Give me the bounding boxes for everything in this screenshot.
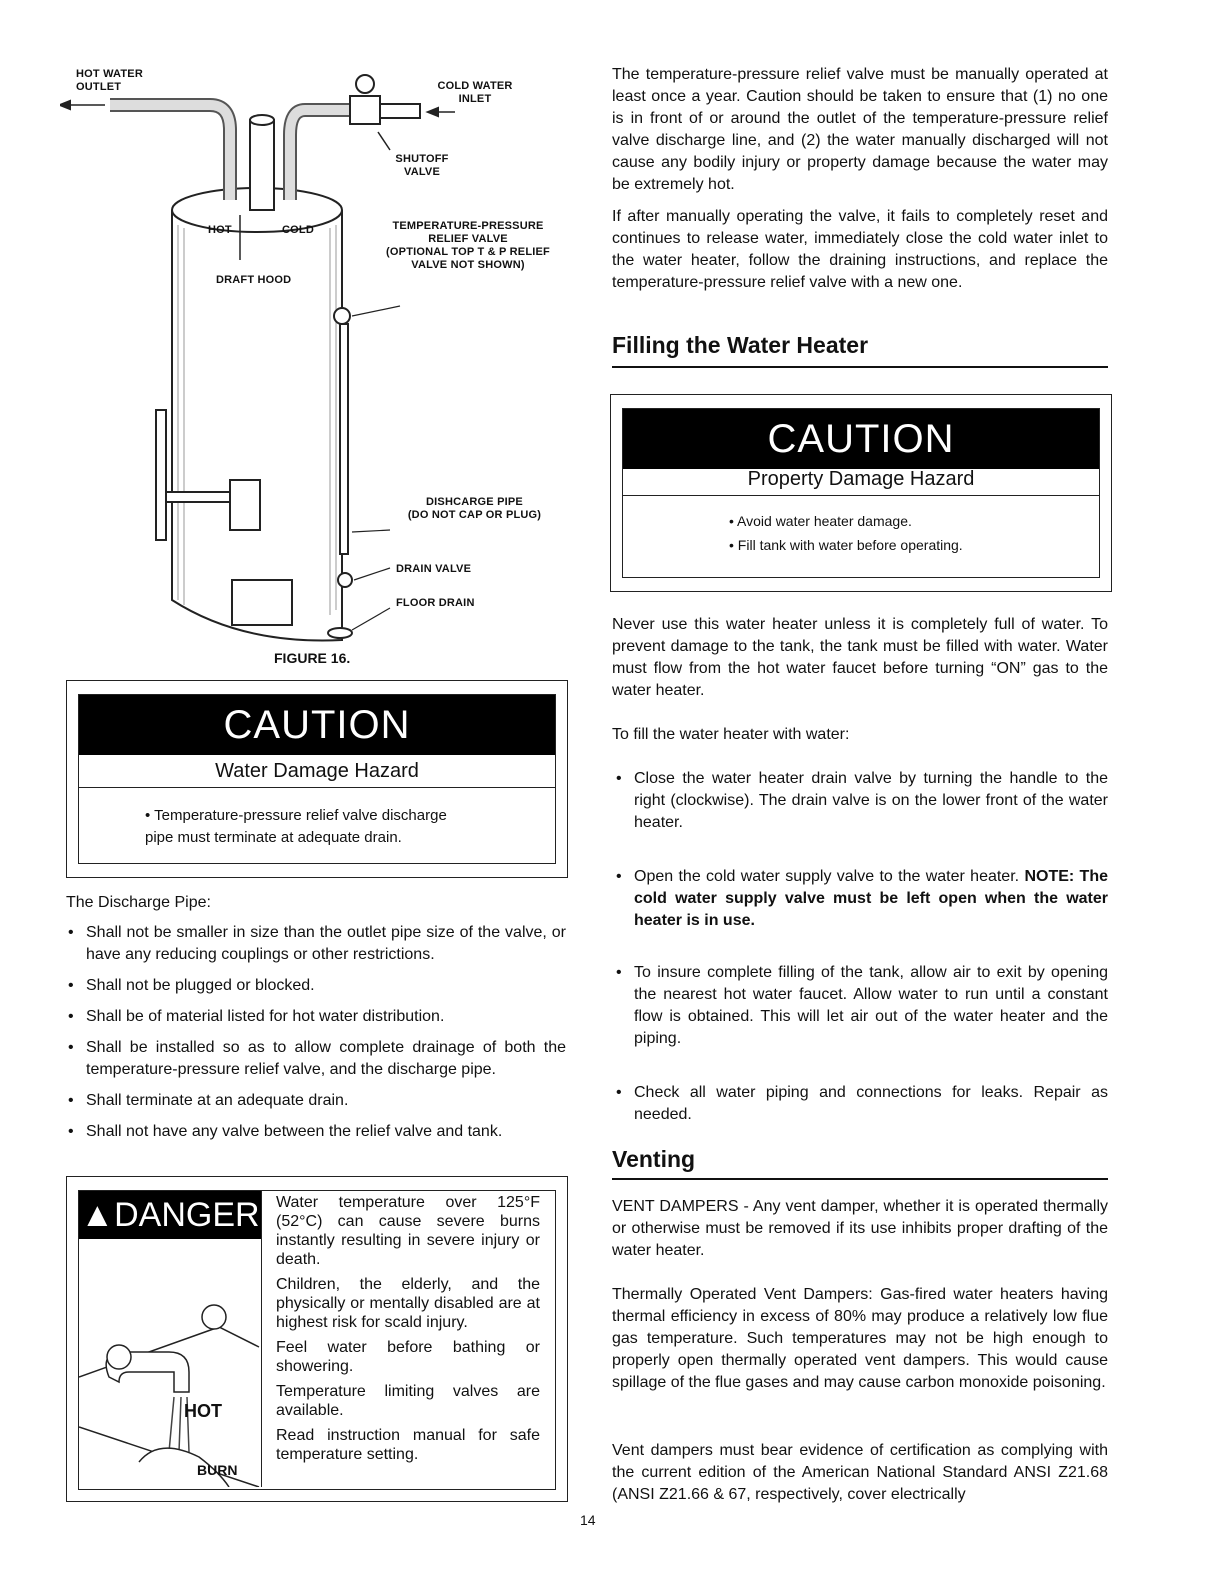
- never-use-paragraph: Never use this water heater unless it is completely full of water. To prevent damage to the tank, the tank must be filled with water. Water must flow from the hot water faucet before turning “ON” gas to the water heater.: [612, 616, 1108, 699]
- list-item: • Shall be installed so as to allow complete drainage of both the temperature-pressure relief valve, and the discharge pipe.: [64, 1037, 566, 1081]
- vent-dampers-paragraph: VENT DAMPERS - Any vent damper, whether it is operated thermally or otherwise must be removed if its use inhibits proper drafting of the water heater.: [612, 1198, 1108, 1259]
- label-tp-relief-valve: TEMPERATURE-PRESSURE RELIEF VALVE (OPTIONAL TOP T & P RELIEF VALVE NOT SHOWN): [386, 220, 550, 271]
- fill-steps-list-2: [612, 962, 1108, 1126]
- danger-paragraph: Temperature limiting valves are available.: [276, 1383, 540, 1419]
- label-cold: COLD: [282, 224, 314, 236]
- list-item: • To insure complete filling of the tank, allow air to exit by opening the nearest hot water faucet. Allow water to run until a constant flow is obtained. This will let air out of the water heater and the piping.: [612, 962, 1108, 1050]
- caution-box-water-damage: [66, 680, 568, 878]
- label-hot-water-outlet: HOT WATER OUTLET: [76, 68, 143, 93]
- caution-subtitle: Water Damage Hazard: [215, 760, 419, 782]
- caution-list: [729, 509, 963, 557]
- discharge-requirements-list: [64, 922, 566, 1143]
- label-draft-hood: DRAFT HOOD: [216, 274, 292, 286]
- label-hot: HOT: [208, 224, 232, 236]
- list-item: • Shall not be plugged or blocked.: [64, 975, 566, 997]
- caution-box-property-damage: [610, 394, 1112, 592]
- list-item: • Shall not have any valve between the relief valve and tank.: [64, 1121, 566, 1143]
- list-item: • Fill tank with water before operating.: [729, 533, 963, 557]
- caution-heading: CAUTION: [79, 695, 555, 755]
- caution-text: • Temperature-pressure relief valve discharge pipe must terminate at adequate drain.: [145, 807, 447, 846]
- warning-triangle-icon: ▲: [80, 1196, 115, 1234]
- burn-label: BURN: [197, 1462, 238, 1478]
- water-heater-diagram: [60, 60, 580, 660]
- list-item: • Shall not be smaller in size than the outlet pipe size of the valve, or have any reducing couplings or other restrictions.: [64, 922, 566, 966]
- label-cold-water-inlet: COLD WATER INLET: [437, 80, 513, 105]
- danger-paragraph: Read instruction manual for safe temperature setting.: [276, 1427, 540, 1463]
- danger-paragraph: Feel water before bathing or showering.: [276, 1339, 540, 1375]
- hot-label: HOT: [184, 1401, 222, 1421]
- page-number: 14: [580, 1512, 596, 1528]
- danger-heading-bar: [79, 1191, 261, 1239]
- faucet-burn-icon: [79, 1257, 261, 1487]
- danger-paragraph: Water temperature over 125°F (52°C) can cause severe burns instantly resulting in severe injury or death.: [276, 1194, 540, 1268]
- label-floor-drain: FLOOR DRAIN: [396, 597, 475, 609]
- discharge-intro: The Discharge Pipe:: [66, 894, 211, 911]
- figure-caption: FIGURE 16.: [274, 650, 351, 666]
- section-divider: [612, 1178, 1108, 1180]
- danger-box: [66, 1176, 568, 1502]
- tp-valve-operation-paragraph: The temperature-pressure relief valve must be manually operated at least once a year. Caution should be taken to ensure that (1) no one is in front of or around the outlet of the temperature-pressure relief valve discharge line, and (2) the water manually discharged will not cause any bodily injury or property damage because the water may be extremely hot.: [612, 66, 1108, 193]
- section-divider: [612, 366, 1108, 368]
- fill-step-text: Open the cold water supply valve to the water heater.: [634, 868, 1020, 885]
- thermal-dampers-paragraph: Thermally Operated Vent Dampers: Gas-fired water heaters having thermal efficiency in excess of 80% may produce a relatively low flue gas temperature. Such temperatures may not be high enough to properly open thermally operated vent dampers. This would cause spillage of the flue gases and may cause carbon monoxide poisoning.: [612, 1286, 1108, 1391]
- fill-note: NOTE: The cold water supply valve must be left open when the water heater is in use.: [634, 868, 1109, 929]
- danger-text: [276, 1193, 540, 1470]
- danger-heading: DANGER: [114, 1196, 260, 1234]
- list-item: [612, 866, 1108, 932]
- label-discharge-pipe: DISHCARGE PIPE (DO NOT CAP OR PLUG): [407, 496, 542, 521]
- list-item: • Close the water heater drain valve by turning the handle to the right (clockwise). The drain valve is on the lower front of the water heater.: [612, 768, 1108, 834]
- danger-paragraph: Children, the elderly, and the physically or mentally disabled are at highest risk for scald injury.: [276, 1276, 540, 1331]
- venting-heading: Venting: [612, 1146, 696, 1172]
- fill-intro: To fill the water heater with water:: [612, 726, 850, 743]
- list-item: • Check all water piping and connections for leaks. Repair as needed.: [612, 1082, 1108, 1126]
- list-item: • Shall be of material listed for hot water distribution.: [64, 1006, 566, 1028]
- label-shutoff-valve: SHUTOFF VALVE: [395, 153, 449, 178]
- caution-heading: CAUTION: [623, 409, 1099, 469]
- label-drain-valve: DRAIN VALVE: [396, 563, 472, 575]
- list-item: • Shall terminate at an adequate drain.: [64, 1090, 566, 1112]
- list-item: • Avoid water heater damage.: [729, 509, 963, 533]
- filling-heading: Filling the Water Heater: [612, 332, 869, 358]
- caution-subtitle: Property Damage Hazard: [747, 468, 975, 490]
- vent-certification-paragraph: Vent dampers must bear evidence of certification as complying with the current edition of the American National Standard ANSI Z21.68 (ANSI Z21.66 & 67, respectively, cover electrically: [612, 1442, 1108, 1503]
- fill-steps-list-1: [612, 768, 1108, 932]
- tp-valve-reset-paragraph: If after manually operating the valve, it fails to completely reset and continues to release water, immediately close the cold water inlet to the water heater, follow the draining instructions, and replace the temperature-pressure relief valve with a new one.: [612, 208, 1108, 291]
